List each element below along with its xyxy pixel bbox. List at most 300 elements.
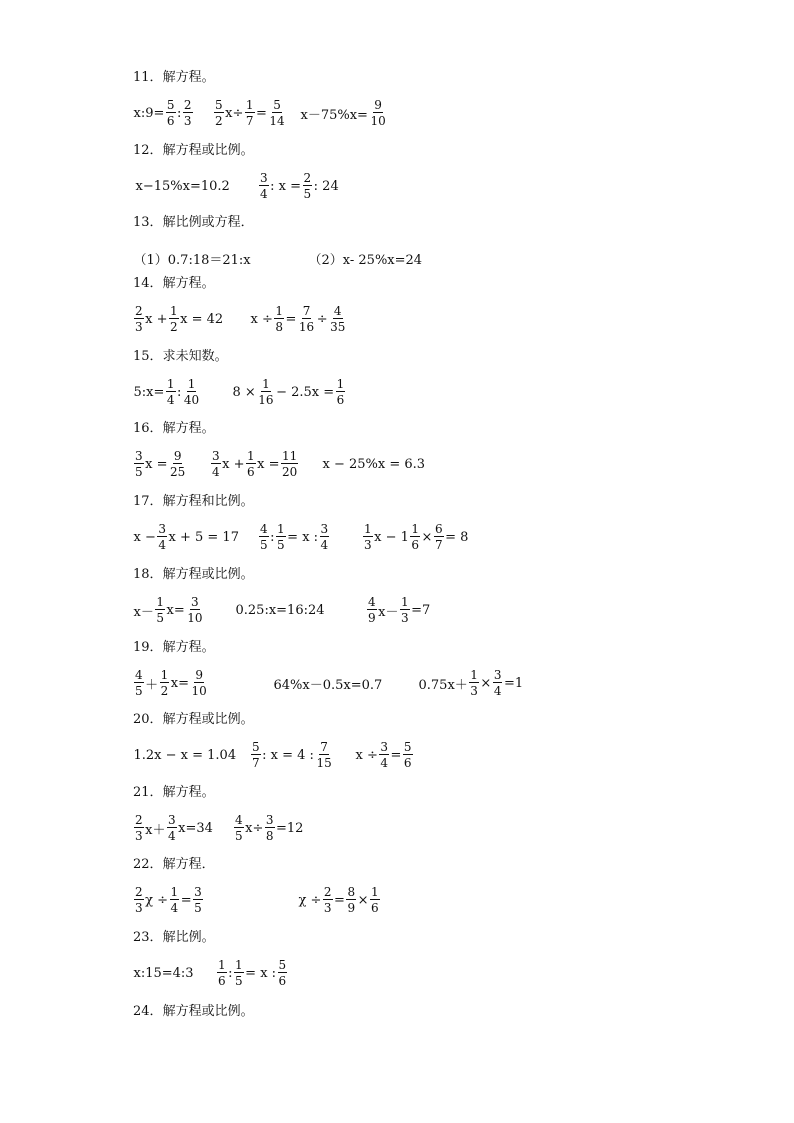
equation-text: x ÷ <box>250 311 273 327</box>
equation-row <box>0 738 794 772</box>
equation <box>362 520 469 554</box>
fraction <box>363 523 373 551</box>
equation <box>298 883 381 917</box>
fraction-denominator: 5 <box>277 538 285 552</box>
fraction <box>493 669 503 697</box>
fraction <box>281 450 298 478</box>
fraction <box>346 886 356 914</box>
fraction-denominator: 4 <box>167 829 176 843</box>
fraction-numerator: 3 <box>191 595 199 609</box>
fraction-denominator: 4 <box>493 684 502 698</box>
equation <box>258 169 339 203</box>
fraction-numerator: 1 <box>400 595 409 609</box>
equation <box>133 883 204 917</box>
fraction-numerator: 1 <box>364 522 372 536</box>
fraction-denominator: 3 <box>364 538 372 552</box>
equation-text: 0.75x＋ <box>418 677 468 693</box>
equation-row <box>0 883 794 917</box>
equation-text: x − 1 <box>374 529 409 545</box>
fraction-numerator: 3 <box>260 171 268 185</box>
equation-text: : <box>270 529 275 545</box>
problem-instruction: 解比例或方程． <box>162 215 254 230</box>
equation <box>133 811 213 845</box>
equation-row <box>0 169 794 203</box>
equation-text: x－75%x= <box>300 107 368 123</box>
problem-number: 24 <box>133 1004 150 1019</box>
fraction-denominator: 6 <box>411 538 420 552</box>
fraction <box>434 523 444 551</box>
fraction <box>183 378 200 406</box>
problem-number: 13 <box>133 215 150 230</box>
equation-text: x − <box>133 529 156 545</box>
equation-text: : <box>228 965 233 981</box>
fraction-numerator: 4 <box>260 522 268 536</box>
fraction <box>274 305 284 333</box>
problem-heading <box>133 712 254 728</box>
equation-row <box>0 96 794 130</box>
fraction-denominator: 3 <box>323 901 332 915</box>
fraction <box>276 523 286 551</box>
fraction-denominator: 4 <box>158 538 166 552</box>
equation <box>308 241 423 275</box>
fraction-denominator: 40 <box>183 393 200 407</box>
equation <box>300 96 388 130</box>
equation-text: （2）x- 25%x=24 <box>308 252 423 268</box>
problem-number: 14 <box>133 276 150 291</box>
equation-text: 5:x= <box>133 384 165 400</box>
problem-number: 12 <box>133 143 150 158</box>
fraction <box>211 450 221 478</box>
fraction-numerator: 1 <box>166 377 175 391</box>
equation-text: x = <box>145 456 168 472</box>
equation <box>233 811 304 845</box>
problem-instruction: 解方程。 <box>162 276 215 291</box>
fraction <box>257 378 274 406</box>
fraction <box>403 741 413 769</box>
equation-text: x= <box>166 602 185 618</box>
equation-text: x ÷ <box>355 747 378 763</box>
equation-text: = <box>285 311 297 327</box>
problem-number: 11 <box>133 70 150 85</box>
fraction-numerator: 11 <box>282 449 298 463</box>
number-separator: ． <box>149 640 163 655</box>
equation-text: x−15%x=10.2 <box>135 178 230 194</box>
equation-row <box>0 447 794 481</box>
fraction-denominator: 6 <box>336 393 345 407</box>
fraction-numerator: 5 <box>403 740 412 754</box>
fraction-numerator: 1 <box>160 668 169 682</box>
fraction-denominator: 4 <box>166 393 175 407</box>
equation-text: x÷ <box>225 105 244 121</box>
problem-heading <box>133 349 228 365</box>
fraction-denominator: 5 <box>156 611 164 625</box>
fraction <box>278 959 288 987</box>
equation-text: × <box>480 675 492 691</box>
fraction-numerator: 5 <box>166 98 175 112</box>
fraction <box>323 886 333 914</box>
fraction <box>234 814 244 842</box>
problem-heading <box>133 640 215 656</box>
fraction-numerator: 4 <box>235 813 243 827</box>
fraction-numerator: 7 <box>320 740 328 754</box>
equation-text: = <box>390 747 402 763</box>
fraction-numerator: 9 <box>173 449 182 463</box>
fraction-numerator: 3 <box>212 449 220 463</box>
equation-text: − 2.5x = <box>276 384 335 400</box>
problem-heading <box>133 421 215 437</box>
equation <box>133 593 205 627</box>
fraction <box>217 959 227 987</box>
fraction-numerator: 1 <box>371 885 379 899</box>
equation-text: x:9= <box>133 105 165 121</box>
fraction-denominator: 10 <box>187 611 203 625</box>
equation <box>133 738 237 772</box>
number-separator: ． <box>149 712 163 727</box>
equation-text: × <box>421 529 433 545</box>
fraction-denominator: 16 <box>258 393 274 407</box>
equation-text: = 8 <box>445 529 469 545</box>
problem-number: 20 <box>133 712 150 727</box>
equation-text: × <box>357 892 369 908</box>
fraction <box>183 99 193 127</box>
fraction-denominator: 3 <box>135 829 143 843</box>
problem-instruction: 解方程或比例。 <box>162 567 254 582</box>
fraction-denominator: 2 <box>160 684 169 698</box>
fraction-denominator: 5 <box>135 684 143 698</box>
fraction-numerator: 2 <box>135 885 143 899</box>
fraction-denominator: 25 <box>170 465 186 479</box>
equation-row <box>0 241 794 275</box>
fraction <box>166 99 176 127</box>
equation-text: 0.25:x=16:24 <box>235 602 325 618</box>
equation <box>235 593 325 627</box>
number-separator: ． <box>149 70 163 85</box>
equation <box>133 666 209 700</box>
fraction <box>329 305 346 333</box>
fraction-numerator: 5 <box>252 740 260 754</box>
fraction-denominator: 7 <box>245 114 254 128</box>
equation <box>133 241 251 275</box>
fraction <box>251 741 261 769</box>
equation <box>213 96 287 130</box>
problem-instruction: 解方程． <box>162 857 215 872</box>
fraction-numerator: 4 <box>135 668 143 682</box>
fraction-denominator: 5 <box>235 974 243 988</box>
problem-heading <box>133 1004 254 1020</box>
equation-text: 1.2x − x = 1.04 <box>133 747 237 763</box>
fraction-denominator: 35 <box>330 320 346 334</box>
fraction-numerator: 3 <box>265 813 274 827</box>
fraction-numerator: 1 <box>411 522 420 536</box>
equation-text: = <box>180 892 192 908</box>
equation <box>135 169 230 203</box>
fraction-denominator: 3 <box>135 320 143 334</box>
fraction <box>303 172 313 200</box>
fraction-numerator: 2 <box>303 171 312 185</box>
problem-instruction: 解方程。 <box>162 785 215 800</box>
fraction-denominator: 4 <box>260 187 268 201</box>
fraction-denominator: 3 <box>183 114 192 128</box>
fraction-denominator: 8 <box>265 829 274 843</box>
problem-instruction: 解方程或比例。 <box>162 143 254 158</box>
fraction <box>155 596 165 624</box>
fraction-numerator: 1 <box>187 377 196 391</box>
equation <box>258 520 330 554</box>
fraction <box>315 741 332 769</box>
fraction-numerator: 3 <box>320 522 329 536</box>
fraction-numerator: 2 <box>183 98 192 112</box>
fraction-numerator: 3 <box>380 740 388 754</box>
problem-number: 18 <box>133 567 150 582</box>
equation-text: =12 <box>276 820 304 836</box>
fraction-denominator: 8 <box>275 320 283 334</box>
fraction <box>259 172 269 200</box>
number-separator: ． <box>149 785 163 800</box>
fraction <box>193 886 203 914</box>
equation-text: = <box>334 892 345 908</box>
number-separator: ． <box>149 215 163 230</box>
fraction-numerator: 1 <box>218 958 226 972</box>
fraction-numerator: 1 <box>262 377 270 391</box>
fraction-denominator: 9 <box>347 901 356 915</box>
equation-text: x－ <box>133 604 154 620</box>
problem-heading <box>133 276 215 292</box>
problem-instruction: 解方程。 <box>162 70 215 85</box>
equation <box>366 593 431 627</box>
equation <box>133 956 194 990</box>
fraction <box>268 99 285 127</box>
fraction-denominator: 10 <box>370 114 386 128</box>
equation <box>418 666 524 700</box>
equation <box>133 302 224 336</box>
fraction-denominator: 5 <box>194 901 202 915</box>
fraction-numerator: 5 <box>215 98 223 112</box>
fraction <box>369 99 386 127</box>
problem-instruction: 解方程。 <box>162 640 215 655</box>
fraction <box>167 814 177 842</box>
problem-instruction: 解方程或比例。 <box>162 712 254 727</box>
fraction-denominator: 4 <box>380 756 388 770</box>
equation <box>250 738 334 772</box>
problem-instruction: 解方程和比例。 <box>162 494 254 509</box>
equation-text: x + 5 = 17 <box>168 529 239 545</box>
fraction-denominator: 6 <box>278 974 287 988</box>
fraction-denominator: 5 <box>260 538 268 552</box>
equation <box>232 375 346 409</box>
fraction-numerator: 3 <box>135 449 143 463</box>
fraction-denominator: 7 <box>434 538 443 552</box>
equation-text: =1 <box>503 675 524 691</box>
equation-text: （1）0.7:18＝21:x <box>133 252 251 268</box>
fraction <box>245 99 255 127</box>
fraction-denominator: 5 <box>235 829 243 843</box>
problem-heading <box>133 70 215 86</box>
fraction-numerator: 1 <box>170 304 178 318</box>
fraction <box>160 669 170 697</box>
fraction-numerator: 2 <box>323 885 332 899</box>
fraction-numerator: 9 <box>195 668 203 682</box>
equation-text: x＋ <box>145 822 166 838</box>
equation-text: ＋ <box>145 677 159 693</box>
equation-text: x:15=4:3 <box>133 965 194 981</box>
fraction-denominator: 6 <box>218 974 226 988</box>
equation-row <box>0 956 794 990</box>
fraction-denominator: 10 <box>191 684 207 698</box>
equation-text: 8 × <box>232 384 256 400</box>
fraction <box>259 523 269 551</box>
equation-text: x + <box>145 311 168 327</box>
fraction-denominator: 5 <box>303 187 312 201</box>
fraction <box>400 596 410 624</box>
fraction-denominator: 3 <box>400 611 409 625</box>
fraction-numerator: 1 <box>245 98 254 112</box>
problem-heading <box>133 494 254 510</box>
equation-text: : 24 <box>313 178 339 194</box>
equation-row <box>0 593 794 627</box>
problem-number: 22 <box>133 857 150 872</box>
equation-text: : x = 4 : <box>262 747 314 763</box>
problem-number: 16 <box>133 421 150 436</box>
equation-row <box>0 666 794 700</box>
equation <box>273 666 383 700</box>
fraction-denominator: 4 <box>320 538 329 552</box>
fraction <box>191 669 208 697</box>
equation-text: x + <box>222 456 245 472</box>
fraction <box>234 959 244 987</box>
equation-text: x÷ <box>245 820 264 836</box>
fraction-numerator: 6 <box>434 522 443 536</box>
problem-heading <box>133 143 254 159</box>
equation <box>216 956 288 990</box>
number-separator: ． <box>149 143 163 158</box>
problem-heading <box>133 930 215 946</box>
problem-instruction: 解比例。 <box>162 930 215 945</box>
fraction <box>134 669 144 697</box>
fraction <box>246 450 256 478</box>
fraction-denominator: 2 <box>170 320 178 334</box>
equation <box>250 302 347 336</box>
problem-number: 21 <box>133 785 150 800</box>
problem-heading <box>133 857 215 873</box>
equation <box>355 738 414 772</box>
number-separator: ． <box>149 421 163 436</box>
problem-heading <box>133 785 215 801</box>
fraction-numerator: 3 <box>167 813 176 827</box>
fraction-numerator: 1 <box>277 522 285 536</box>
number-separator: ． <box>149 276 163 291</box>
fraction-numerator: 8 <box>347 885 356 899</box>
equation-text: x = 42 <box>180 311 224 327</box>
equation <box>210 447 299 481</box>
problem-number: 15 <box>133 349 150 364</box>
equation-row <box>0 375 794 409</box>
fraction-numerator: 1 <box>336 377 345 391</box>
fraction-numerator: 5 <box>278 958 287 972</box>
equation-text: = x : <box>287 529 319 545</box>
number-separator: ． <box>149 930 163 945</box>
fraction <box>186 596 203 624</box>
equation-text: : <box>177 105 182 121</box>
number-separator: ． <box>149 567 163 582</box>
equation <box>133 447 187 481</box>
fraction <box>379 741 389 769</box>
fraction-numerator: 1 <box>247 449 255 463</box>
fraction <box>134 305 144 333</box>
fraction-denominator: 16 <box>298 320 315 334</box>
fraction-numerator: 3 <box>194 885 202 899</box>
fraction-denominator: 14 <box>269 114 285 128</box>
equation <box>133 375 201 409</box>
equation-text: x − 25%x = 6.3 <box>322 456 426 472</box>
problem-number: 23 <box>133 930 150 945</box>
fraction-denominator: 3 <box>470 684 478 698</box>
fraction-denominator: 4 <box>212 465 220 479</box>
fraction <box>169 305 179 333</box>
fraction-numerator: 9 <box>374 98 382 112</box>
fraction-denominator: 15 <box>316 756 332 770</box>
fraction-denominator: 2 <box>215 114 223 128</box>
fraction <box>134 450 144 478</box>
fraction-numerator: 3 <box>493 668 502 682</box>
fraction-numerator: 7 <box>302 304 311 318</box>
fraction <box>265 814 275 842</box>
equation-text: χ ÷ <box>298 892 322 908</box>
fraction-numerator: 4 <box>368 595 376 609</box>
equation-row <box>0 520 794 554</box>
fraction <box>367 596 377 624</box>
fraction <box>320 523 330 551</box>
equation-text: : x = <box>270 178 302 194</box>
fraction <box>134 814 144 842</box>
problem-heading <box>133 215 254 231</box>
fraction-denominator: 6 <box>166 114 175 128</box>
problem-instruction: 解方程。 <box>162 421 215 436</box>
fraction-denominator: 4 <box>170 901 179 915</box>
fraction-denominator: 6 <box>247 465 255 479</box>
fraction <box>170 886 180 914</box>
number-separator: ． <box>149 349 163 364</box>
equation-text: ÷ <box>316 311 328 327</box>
fraction-numerator: 1 <box>235 958 243 972</box>
equation-text: =7 <box>411 602 431 618</box>
equation-text: : <box>177 384 182 400</box>
fraction-denominator: 9 <box>368 611 376 625</box>
fraction-numerator: 1 <box>470 668 478 682</box>
equation <box>133 520 239 554</box>
fraction <box>298 305 315 333</box>
equation-row <box>0 811 794 845</box>
fraction <box>169 450 186 478</box>
fraction-numerator: 4 <box>333 304 342 318</box>
fraction-denominator: 7 <box>252 756 260 770</box>
fraction <box>469 669 479 697</box>
equation-text: x= <box>170 675 190 691</box>
equation-text: x = <box>257 456 280 472</box>
number-separator: ． <box>149 494 163 509</box>
fraction <box>336 378 346 406</box>
fraction-numerator: 5 <box>273 98 281 112</box>
equation-text: χ ÷ <box>145 892 169 908</box>
fraction <box>370 886 380 914</box>
fraction-numerator: 1 <box>170 885 179 899</box>
equation-text: x－ <box>378 604 399 620</box>
fraction-denominator: 6 <box>403 756 412 770</box>
equation-row <box>0 302 794 336</box>
number-separator: ． <box>149 1004 163 1019</box>
fraction-numerator: 2 <box>135 813 143 827</box>
equation-text: 64%x－0.5x=0.7 <box>273 677 383 693</box>
fraction-numerator: 1 <box>275 304 283 318</box>
